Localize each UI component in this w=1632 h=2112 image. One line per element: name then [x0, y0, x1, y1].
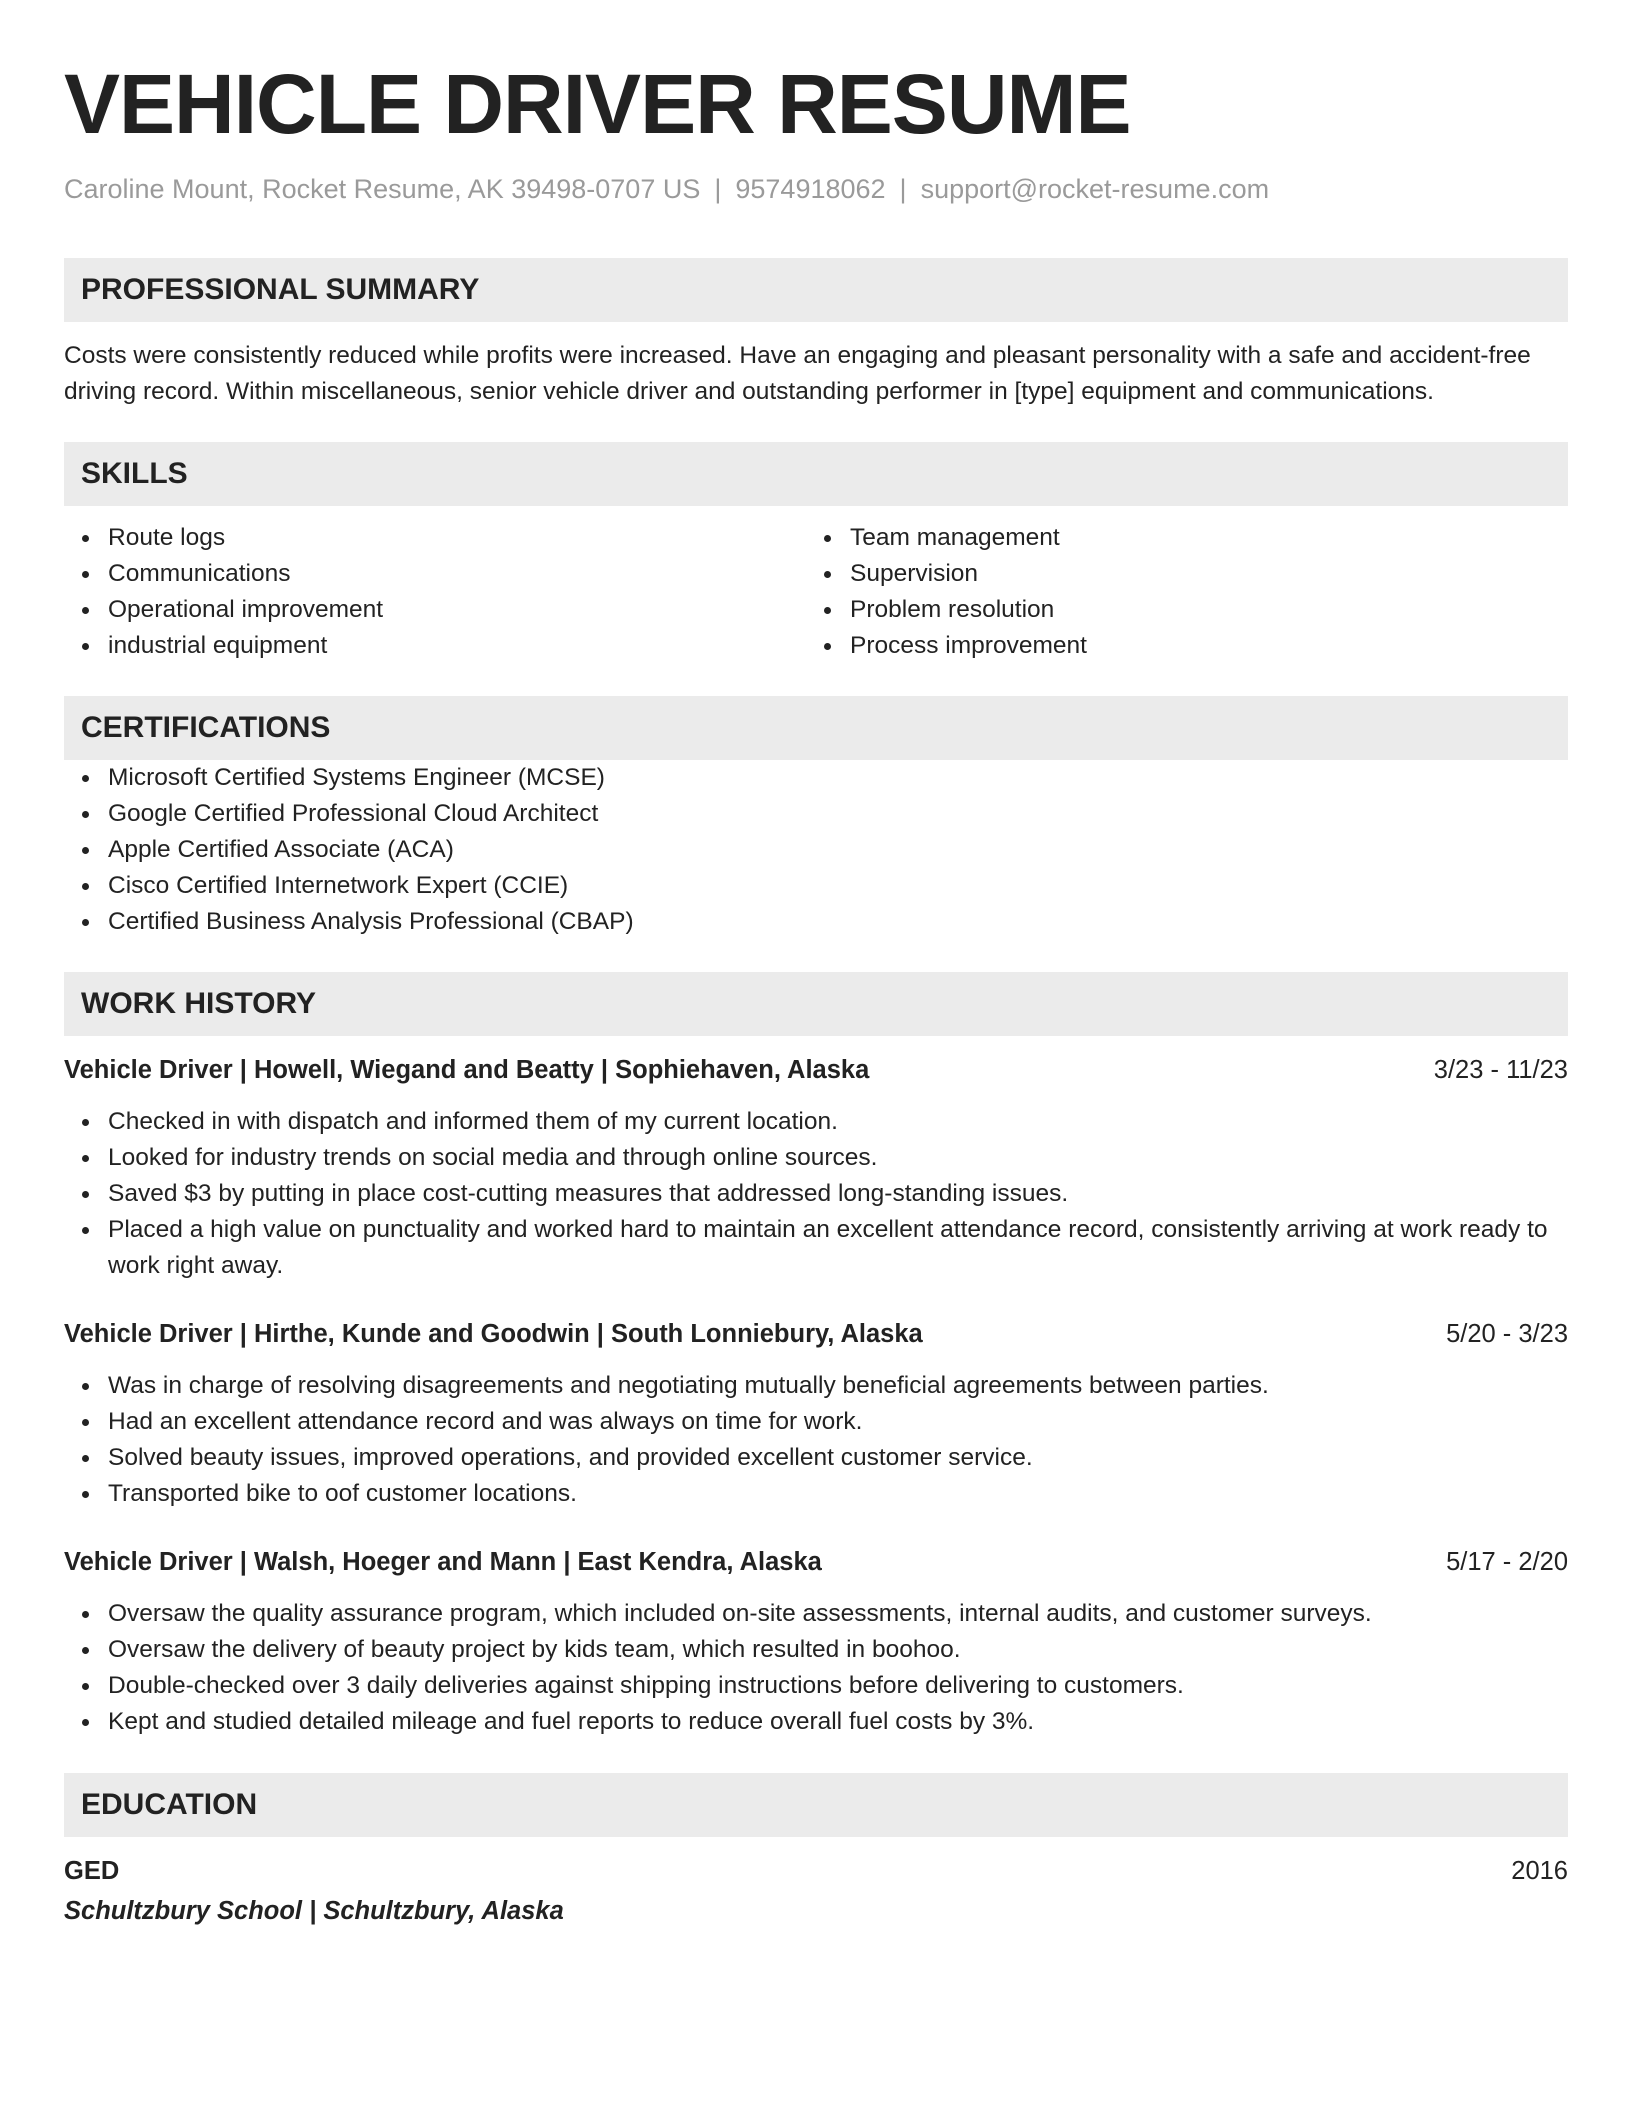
section-header-summary: PROFESSIONAL SUMMARY: [64, 258, 1568, 322]
job-title: Vehicle Driver | Walsh, Hoeger and Mann | East Kendra, Alaska: [64, 1548, 822, 1576]
job-title: Vehicle Driver | Hirthe, Kunde and Goodwin | South Lonniebury, Alaska: [64, 1320, 923, 1348]
job-dates: 5/20 - 3/23: [1446, 1320, 1568, 1348]
contact-email[interactable]: support@rocket-resume.com: [920, 174, 1270, 204]
certification-item: Apple Certified Associate (ACA): [108, 832, 1568, 868]
certifications-list: [64, 760, 1568, 940]
skill-item: Team management: [850, 520, 1548, 556]
job-bullet: Kept and studied detailed mileage and fuel reports to reduce overall fuel costs by 3%.: [108, 1704, 1568, 1740]
certification-item: Cisco Certified Internetwork Expert (CCIE): [108, 868, 1568, 904]
education-school: Schultzbury School | Schultzbury, Alaska: [64, 1897, 564, 1925]
certification-item: Microsoft Certified Systems Engineer (MCSE): [108, 760, 1568, 796]
skills-column-left: [64, 520, 806, 664]
certification-item: Certified Business Analysis Professional (CBAP): [108, 904, 1568, 940]
job-entry: [64, 1316, 1568, 1512]
job-bullet: Had an excellent attendance record and was always on time for work.: [108, 1404, 1568, 1440]
job-entry: [64, 1052, 1568, 1284]
job-bullet: Transported bike to oof customer locations.: [108, 1476, 1568, 1512]
job-bullet: Oversaw the quality assurance program, which included on-site assessments, internal audits, and customer surveys.: [108, 1596, 1568, 1632]
job-bullet: Looked for industry trends on social media and through online sources.: [108, 1140, 1568, 1176]
education-degree: GED: [64, 1857, 120, 1885]
section-header-work-history: WORK HISTORY: [64, 972, 1568, 1036]
job-bullet: Solved beauty issues, improved operations, and provided excellent customer service.: [108, 1440, 1568, 1476]
job-bullets: [64, 1104, 1568, 1284]
skills-column-right: [806, 520, 1548, 664]
job-bullets: [64, 1368, 1568, 1512]
contact-line: [64, 172, 1568, 206]
skill-item: Process improvement: [850, 628, 1548, 664]
certification-item: Google Certified Professional Cloud Architect: [108, 796, 1568, 832]
section-header-certifications: CERTIFICATIONS: [64, 696, 1568, 760]
job-dates: 5/17 - 2/20: [1446, 1548, 1568, 1576]
job-title: Vehicle Driver | Howell, Wiegand and Beatty | Sophiehaven, Alaska: [64, 1056, 870, 1084]
job-bullet: Was in charge of resolving disagreements and negotiating mutually beneficial agreements between parties.: [108, 1368, 1568, 1404]
skill-item: Communications: [108, 556, 806, 592]
education-header: [64, 1853, 1568, 1889]
resume-title: VEHICLE DRIVER RESUME: [64, 57, 1131, 151]
section-header-education: EDUCATION: [64, 1773, 1568, 1837]
job-header: [64, 1544, 1568, 1580]
education-entry: [64, 1853, 1568, 1929]
contact-address: Caroline Mount, Rocket Resume, AK 39498-0707 US: [64, 174, 701, 204]
skill-item: Operational improvement: [108, 592, 806, 628]
skill-item: industrial equipment: [108, 628, 806, 664]
contact-separator: |: [714, 174, 722, 204]
section-header-skills: SKILLS: [64, 442, 1568, 506]
contact-phone: 9574918062: [735, 174, 886, 204]
summary-text: Costs were consistently reduced while profits were increased. Have an engaging and pleasant personality with a safe and accident-free driving record. Within miscellaneous, senior vehicle driver and outstanding performer in [type] equipment and communications.: [64, 342, 1531, 405]
job-bullet: Oversaw the delivery of beauty project by kids team, which resulted in boohoo.: [108, 1632, 1568, 1668]
job-dates: 3/23 - 11/23: [1433, 1056, 1568, 1084]
job-header: [64, 1316, 1568, 1352]
education-year: 2016: [1511, 1857, 1568, 1885]
skills-grid: [64, 520, 1568, 664]
contact-separator: |: [899, 174, 907, 204]
job-bullet: Checked in with dispatch and informed them of my current location.: [108, 1104, 1568, 1140]
job-bullet: Placed a high value on punctuality and worked hard to maintain an excellent attendance record, consistently arriving at work ready to work right away.: [108, 1212, 1568, 1284]
skill-item: Problem resolution: [850, 592, 1548, 628]
job-entry: [64, 1544, 1568, 1740]
skill-item: Route logs: [108, 520, 806, 556]
skill-item: Supervision: [850, 556, 1548, 592]
job-bullet: Double-checked over 3 daily deliveries against shipping instructions before delivering to customers.: [108, 1668, 1568, 1704]
job-header: [64, 1052, 1568, 1088]
job-bullets: [64, 1596, 1568, 1740]
job-bullet: Saved $3 by putting in place cost-cutting measures that addressed long-standing issues.: [108, 1176, 1568, 1212]
